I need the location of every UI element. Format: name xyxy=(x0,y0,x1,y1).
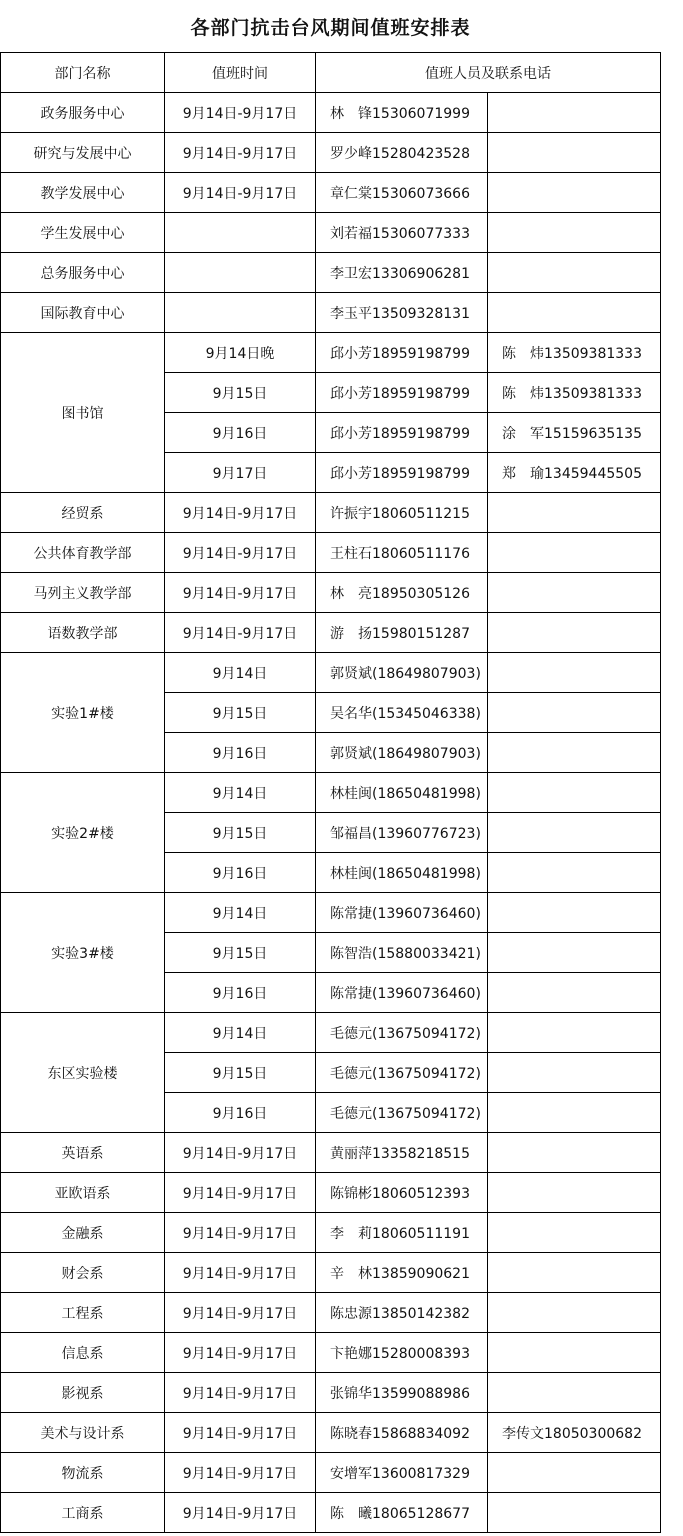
staff-contact-cell: 毛德元(13675094172) xyxy=(316,1053,488,1093)
table-row xyxy=(1,333,661,373)
time-cell: 9月14日-9月17日 xyxy=(165,173,316,213)
staff-contact-cell-2 xyxy=(488,293,661,333)
table-row xyxy=(1,1133,661,1173)
dept-cell: 美术与设计系 xyxy=(1,1413,165,1453)
table-row xyxy=(1,133,661,173)
staff-contact-cell-2: 李传文18050300682 xyxy=(488,1413,661,1453)
staff-contact-cell: 陈常捷(13960736460) xyxy=(316,973,488,1013)
dept-cell: 国际教育中心 xyxy=(1,293,165,333)
staff-contact-cell-2 xyxy=(488,93,661,133)
staff-contact-cell-2 xyxy=(488,1293,661,1333)
table-row xyxy=(1,773,661,813)
table-row xyxy=(1,1293,661,1333)
time-cell: 9月16日 xyxy=(165,733,316,773)
staff-contact-cell-2 xyxy=(488,893,661,933)
table-title: 各部门抗击台风期间值班安排表 xyxy=(1,0,661,53)
time-cell: 9月14日-9月17日 xyxy=(165,1133,316,1173)
staff-contact-cell-2 xyxy=(488,573,661,613)
time-cell: 9月15日 xyxy=(165,373,316,413)
time-cell: 9月15日 xyxy=(165,1053,316,1093)
staff-contact-cell-2: 郑 瑜13459445505 xyxy=(488,453,661,493)
staff-contact-cell-2 xyxy=(488,813,661,853)
table-row xyxy=(1,573,661,613)
time-cell: 9月14日 xyxy=(165,1013,316,1053)
header-dept: 部门名称 xyxy=(1,53,165,93)
dept-cell: 工程系 xyxy=(1,1293,165,1333)
time-cell: 9月14日-9月17日 xyxy=(165,1173,316,1213)
staff-contact-cell: 刘若福15306077333 xyxy=(316,213,488,253)
staff-contact-cell: 陈晓春15868834092 xyxy=(316,1413,488,1453)
time-cell: 9月15日 xyxy=(165,693,316,733)
staff-contact-cell-2 xyxy=(488,1373,661,1413)
staff-contact-cell: 邱小芳18959198799 xyxy=(316,333,488,373)
staff-contact-cell: 李玉平13509328131 xyxy=(316,293,488,333)
dept-cell: 研究与发展中心 xyxy=(1,133,165,173)
table-row xyxy=(1,253,661,293)
time-cell: 9月14日 xyxy=(165,893,316,933)
time-cell: 9月14日 xyxy=(165,773,316,813)
time-cell: 9月14日-9月17日 xyxy=(165,1373,316,1413)
staff-contact-cell: 卞艳娜15280008393 xyxy=(316,1333,488,1373)
time-cell: 9月14日-9月17日 xyxy=(165,573,316,613)
staff-contact-cell-2 xyxy=(488,733,661,773)
time-cell: 9月14日-9月17日 xyxy=(165,1293,316,1333)
staff-contact-cell-2: 涂 军15159635135 xyxy=(488,413,661,453)
staff-contact-cell: 邹福昌(13960776723) xyxy=(316,813,488,853)
staff-contact-cell: 张锦华13599088986 xyxy=(316,1373,488,1413)
table-row xyxy=(1,1253,661,1293)
table-row xyxy=(1,1493,661,1533)
dept-cell: 财会系 xyxy=(1,1253,165,1293)
time-cell: 9月14日-9月17日 xyxy=(165,1213,316,1253)
dept-cell: 实验3#楼 xyxy=(1,893,165,1013)
time-cell: 9月14日-9月17日 xyxy=(165,613,316,653)
dept-cell: 英语系 xyxy=(1,1133,165,1173)
time-cell: 9月14日-9月17日 xyxy=(165,1333,316,1373)
time-cell: 9月14日-9月17日 xyxy=(165,493,316,533)
time-cell: 9月16日 xyxy=(165,413,316,453)
staff-contact-cell-2 xyxy=(488,493,661,533)
dept-cell: 教学发展中心 xyxy=(1,173,165,213)
table-row xyxy=(1,1013,661,1053)
staff-contact-cell: 毛德元(13675094172) xyxy=(316,1013,488,1053)
staff-contact-cell: 郭贤斌(18649807903) xyxy=(316,733,488,773)
staff-contact-cell: 王柱石18060511176 xyxy=(316,533,488,573)
header-row xyxy=(1,53,661,93)
table-row xyxy=(1,1373,661,1413)
staff-contact-cell-2 xyxy=(488,1093,661,1133)
time-cell: 9月16日 xyxy=(165,1093,316,1133)
staff-contact-cell: 陈忠源13850142382 xyxy=(316,1293,488,1333)
staff-contact-cell: 陈常捷(13960736460) xyxy=(316,893,488,933)
dept-cell: 公共体育教学部 xyxy=(1,533,165,573)
staff-contact-cell-2 xyxy=(488,1453,661,1493)
table-row xyxy=(1,213,661,253)
staff-contact-cell-2 xyxy=(488,1213,661,1253)
staff-contact-cell: 罗少峰15280423528 xyxy=(316,133,488,173)
dept-cell: 学生发展中心 xyxy=(1,213,165,253)
time-cell xyxy=(165,213,316,253)
staff-contact-cell-2 xyxy=(488,653,661,693)
dept-cell: 金融系 xyxy=(1,1213,165,1253)
staff-contact-cell-2 xyxy=(488,1013,661,1053)
header-staff: 值班人员及联系电话 xyxy=(316,53,661,93)
dept-cell: 经贸系 xyxy=(1,493,165,533)
table-row xyxy=(1,173,661,213)
staff-contact-cell-2 xyxy=(488,1133,661,1173)
staff-contact-cell-2 xyxy=(488,693,661,733)
staff-contact-cell: 辛 林13859090621 xyxy=(316,1253,488,1293)
staff-contact-cell-2 xyxy=(488,173,661,213)
staff-contact-cell-2 xyxy=(488,973,661,1013)
table-row xyxy=(1,493,661,533)
staff-contact-cell-2 xyxy=(488,1493,661,1533)
dept-cell: 总务服务中心 xyxy=(1,253,165,293)
header-time: 值班时间 xyxy=(165,53,316,93)
staff-contact-cell: 林桂闽(18650481998) xyxy=(316,773,488,813)
table-row xyxy=(1,653,661,693)
staff-contact-cell: 章仁棠15306073666 xyxy=(316,173,488,213)
time-cell: 9月17日 xyxy=(165,453,316,493)
staff-contact-cell-2 xyxy=(488,773,661,813)
time-cell: 9月14日 xyxy=(165,653,316,693)
table-row xyxy=(1,93,661,133)
dept-cell: 东区实验楼 xyxy=(1,1013,165,1133)
time-cell xyxy=(165,253,316,293)
staff-contact-cell: 李卫宏13306906281 xyxy=(316,253,488,293)
staff-contact-cell-2 xyxy=(488,213,661,253)
time-cell: 9月14日-9月17日 xyxy=(165,1453,316,1493)
dept-cell: 物流系 xyxy=(1,1453,165,1493)
staff-contact-cell: 邱小芳18959198799 xyxy=(316,453,488,493)
staff-contact-cell: 吴名华(15345046338) xyxy=(316,693,488,733)
time-cell: 9月14日-9月17日 xyxy=(165,133,316,173)
staff-contact-cell-2: 陈 炜13509381333 xyxy=(488,373,661,413)
table-row xyxy=(1,893,661,933)
staff-contact-cell-2 xyxy=(488,1053,661,1093)
time-cell: 9月14日-9月17日 xyxy=(165,1253,316,1293)
table-row xyxy=(1,1173,661,1213)
staff-contact-cell: 毛德元(13675094172) xyxy=(316,1093,488,1133)
staff-contact-cell: 郭贤斌(18649807903) xyxy=(316,653,488,693)
staff-contact-cell: 邱小芳18959198799 xyxy=(316,373,488,413)
dept-cell: 语数教学部 xyxy=(1,613,165,653)
title-row xyxy=(1,0,661,53)
time-cell: 9月16日 xyxy=(165,853,316,893)
staff-contact-cell: 黄丽萍13358218515 xyxy=(316,1133,488,1173)
staff-contact-cell-2 xyxy=(488,933,661,973)
dept-cell: 实验1#楼 xyxy=(1,653,165,773)
time-cell xyxy=(165,293,316,333)
dept-cell: 工商系 xyxy=(1,1493,165,1533)
dept-cell: 影视系 xyxy=(1,1373,165,1413)
staff-contact-cell: 陈锦彬18060512393 xyxy=(316,1173,488,1213)
staff-contact-cell: 李 莉18060511191 xyxy=(316,1213,488,1253)
table-row xyxy=(1,1213,661,1253)
time-cell: 9月16日 xyxy=(165,973,316,1013)
table-row xyxy=(1,293,661,333)
dept-cell: 政务服务中心 xyxy=(1,93,165,133)
staff-contact-cell-2: 陈 炜13509381333 xyxy=(488,333,661,373)
staff-contact-cell-2 xyxy=(488,853,661,893)
time-cell: 9月14日-9月17日 xyxy=(165,1493,316,1533)
staff-contact-cell: 林桂闽(18650481998) xyxy=(316,853,488,893)
staff-contact-cell: 许振宇18060511215 xyxy=(316,493,488,533)
staff-contact-cell: 林 锋15306071999 xyxy=(316,93,488,133)
dept-cell: 亚欧语系 xyxy=(1,1173,165,1213)
staff-contact-cell-2 xyxy=(488,133,661,173)
staff-contact-cell: 陈智浩(15880033421) xyxy=(316,933,488,973)
staff-contact-cell: 游 扬15980151287 xyxy=(316,613,488,653)
dept-cell: 图书馆 xyxy=(1,333,165,493)
dept-cell: 信息系 xyxy=(1,1333,165,1373)
table-row xyxy=(1,1453,661,1493)
staff-contact-cell: 安增军13600817329 xyxy=(316,1453,488,1493)
staff-contact-cell-2 xyxy=(488,533,661,573)
staff-contact-cell-2 xyxy=(488,613,661,653)
time-cell: 9月14日-9月17日 xyxy=(165,93,316,133)
staff-contact-cell: 陈 曦18065128677 xyxy=(316,1493,488,1533)
time-cell: 9月15日 xyxy=(165,933,316,973)
staff-contact-cell: 邱小芳18959198799 xyxy=(316,413,488,453)
table-row xyxy=(1,1333,661,1373)
staff-contact-cell-2 xyxy=(488,1253,661,1293)
table-row xyxy=(1,533,661,573)
dept-cell: 实验2#楼 xyxy=(1,773,165,893)
staff-contact-cell-2 xyxy=(488,1173,661,1213)
dept-cell: 马列主义教学部 xyxy=(1,573,165,613)
time-cell: 9月14日晚 xyxy=(165,333,316,373)
time-cell: 9月14日-9月17日 xyxy=(165,533,316,573)
time-cell: 9月15日 xyxy=(165,813,316,853)
table-row xyxy=(1,613,661,653)
staff-contact-cell-2 xyxy=(488,253,661,293)
staff-contact-cell-2 xyxy=(488,1333,661,1373)
table-row xyxy=(1,1413,661,1453)
time-cell: 9月14日-9月17日 xyxy=(165,1413,316,1453)
staff-contact-cell: 林 亮18950305126 xyxy=(316,573,488,613)
